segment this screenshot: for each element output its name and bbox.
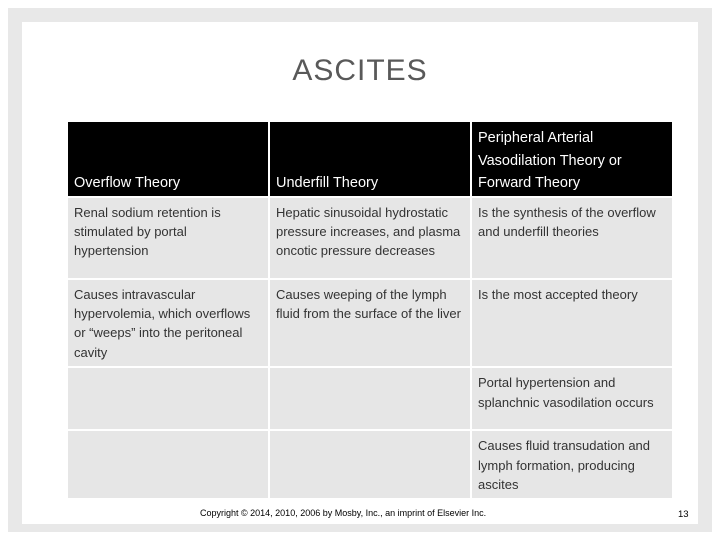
- table-header-row: [67, 121, 673, 197]
- table-cell: Is the synthesis of the overflow and underfill theories: [471, 197, 673, 279]
- header-overflow-theory: Overflow Theory: [67, 121, 269, 197]
- table-row: [67, 430, 673, 499]
- table-cell: Causes intravascular hypervolemia, which overflows or “weeps” into the peritoneal cavity: [67, 279, 269, 368]
- table-row: [67, 367, 673, 430]
- title-area: [22, 22, 698, 126]
- table-row: [67, 279, 673, 368]
- table-row: [67, 197, 673, 279]
- table-cell: Causes weeping of the lymph fluid from the surface of the liver: [269, 279, 471, 368]
- copyright-footer: Copyright © 2014, 2010, 2006 by Mosby, Inc., an imprint of Elsevier Inc.: [200, 508, 487, 518]
- table-cell: Hepatic sinusoidal hydrostatic pressure increases, and plasma oncotic pressure decreases: [269, 197, 471, 279]
- table-cell: [67, 367, 269, 430]
- table-cell: Renal sodium retention is stimulated by portal hypertension: [67, 197, 269, 279]
- header-peripheral-vasodilation-theory: Peripheral Arterial Vasodilation Theory or Forward Theory: [471, 121, 673, 197]
- table-cell: [67, 430, 269, 499]
- table-cell: [269, 367, 471, 430]
- slide-title: ASCITES: [292, 54, 428, 87]
- page-number: 13: [678, 509, 689, 520]
- table-cell: [269, 430, 471, 499]
- theories-table: [66, 120, 674, 500]
- table-cell: Is the most accepted theory: [471, 279, 673, 368]
- table-cell: Portal hypertension and splanchnic vasodilation occurs: [471, 367, 673, 430]
- header-underfill-theory: Underfill Theory: [269, 121, 471, 197]
- table-cell: Causes fluid transudation and lymph formation, producing ascites: [471, 430, 673, 499]
